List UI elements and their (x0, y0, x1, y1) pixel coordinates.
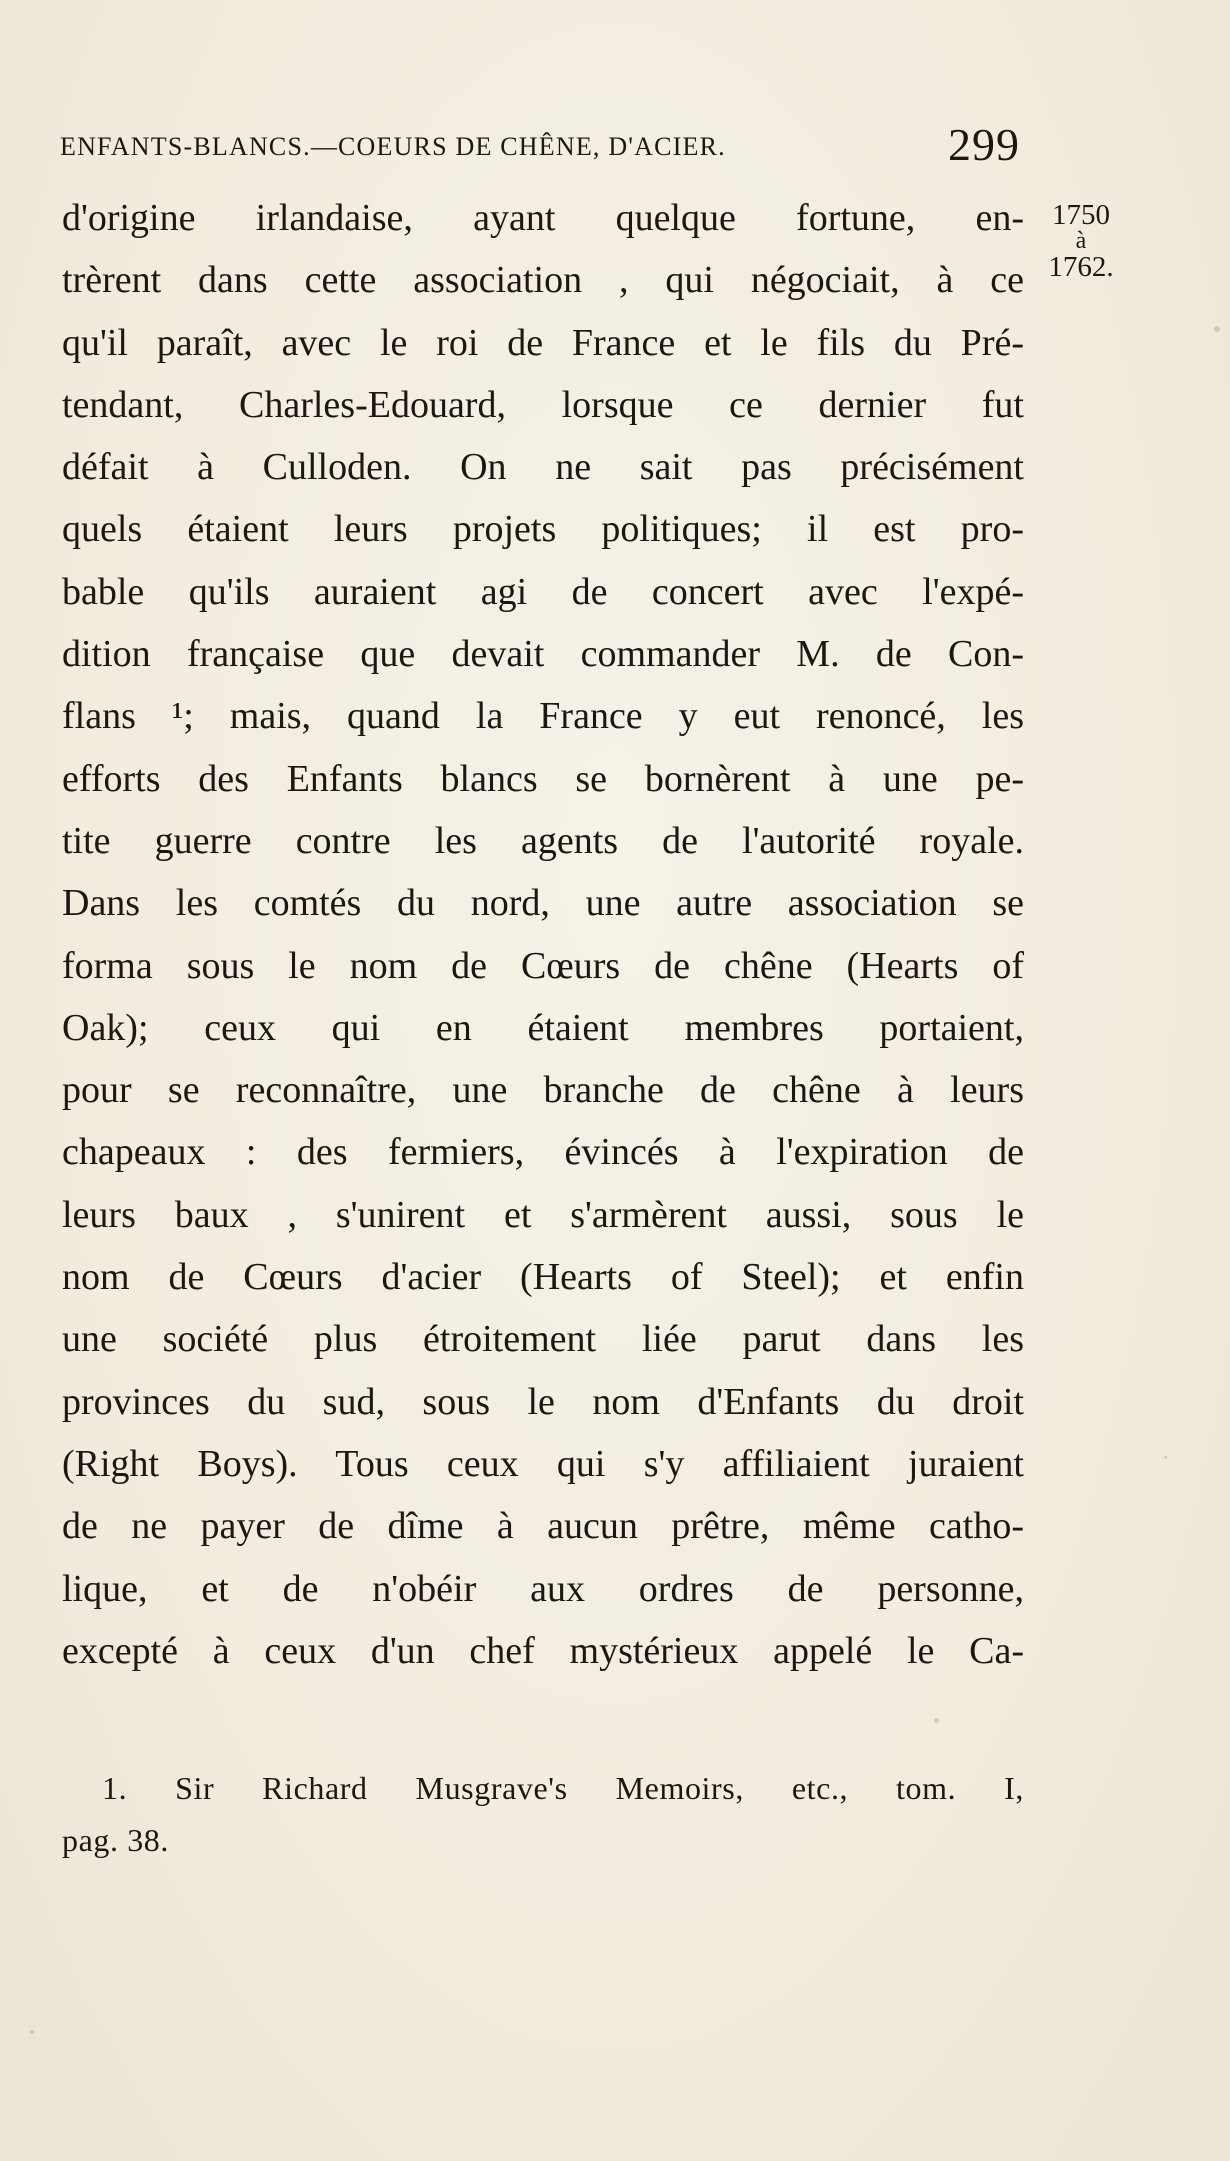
text-line: nom de Cœurs d'acier (Hearts of Steel); et enfin (62, 1256, 1024, 1299)
text-line: trèrent dans cette association , qui négociait, à ce (62, 259, 1024, 302)
text-line: excepté à ceux d'un chef mystérieux appelé le Ca- (62, 1629, 1024, 1672)
text-line: dition française que devait commander M. de Con- (62, 633, 1024, 676)
margin-date-start: 1750 (1052, 199, 1110, 231)
text-line: quels étaient leurs projets politiques; il est pro- (62, 508, 1024, 551)
paper-speck (1214, 326, 1220, 332)
paper-speck (1164, 1456, 1167, 1459)
text-line: qu'il paraît, avec le roi de France et le fils du Pré- (62, 321, 1024, 364)
text-line: tendant, Charles-Edouard, lorsque ce dernier fut (62, 383, 1024, 426)
margin-date-end: 1762. (1048, 251, 1114, 283)
page-header (60, 118, 1020, 178)
text-line: tite guerre contre les agents de l'autorité royale. (62, 819, 1024, 862)
text-line: flans ¹; mais, quand la France y eut renoncé, les (62, 695, 1024, 738)
text-line: défait à Culloden. On ne sait pas précisément (62, 446, 1024, 489)
text-line: efforts des Enfants blancs se bornèrent à une pe- (62, 757, 1024, 800)
text-line: Oak); ceux qui en étaient membres portaient, (62, 1006, 1024, 1049)
footnote-line: pag. 38. (62, 1822, 170, 1858)
margin-date-separator: à (1075, 228, 1087, 254)
text-line: forma sous le nom de Cœurs de chêne (Hearts of (62, 944, 1024, 987)
paper-speck (934, 1718, 939, 1723)
body-text (62, 187, 1024, 1682)
footnote-line: 1. Sir Richard Musgrave's Memoirs, etc., tom. I, (102, 1770, 1024, 1806)
paper-speck (30, 2030, 34, 2034)
text-line: d'origine irlandaise, ayant quelque fortune, en- (62, 197, 1024, 239)
text-line: de ne payer de dîme à aucun prêtre, même catho- (62, 1505, 1024, 1548)
footnote (62, 1762, 1024, 1866)
text-line: lique, et de n'obéir aux ordres de personne, (62, 1567, 1024, 1610)
text-line: provinces du sud, sous le nom d'Enfants du droit (62, 1380, 1024, 1423)
text-line: leurs baux , s'unirent et s'armèrent aussi, sous le (62, 1193, 1024, 1236)
text-line: (Right Boys). Tous ceux qui s'y affiliaient juraient (62, 1442, 1024, 1485)
running-head: ENFANTS-BLANCS.—COEURS DE CHÊNE, D'ACIER. (60, 132, 726, 161)
page-number: 299 (948, 119, 1020, 170)
text-line: une société plus étroitement liée parut dans les (62, 1318, 1024, 1361)
margin-date-note (1036, 200, 1126, 282)
text-line: chapeaux : des fermiers, évincés à l'expiration de (62, 1131, 1024, 1174)
text-line: pour se reconnaître, une branche de chêne à leurs (62, 1069, 1024, 1112)
text-line: bable qu'ils auraient agi de concert avec l'expé- (62, 570, 1024, 613)
text-line: Dans les comtés du nord, une autre association se (62, 882, 1024, 925)
